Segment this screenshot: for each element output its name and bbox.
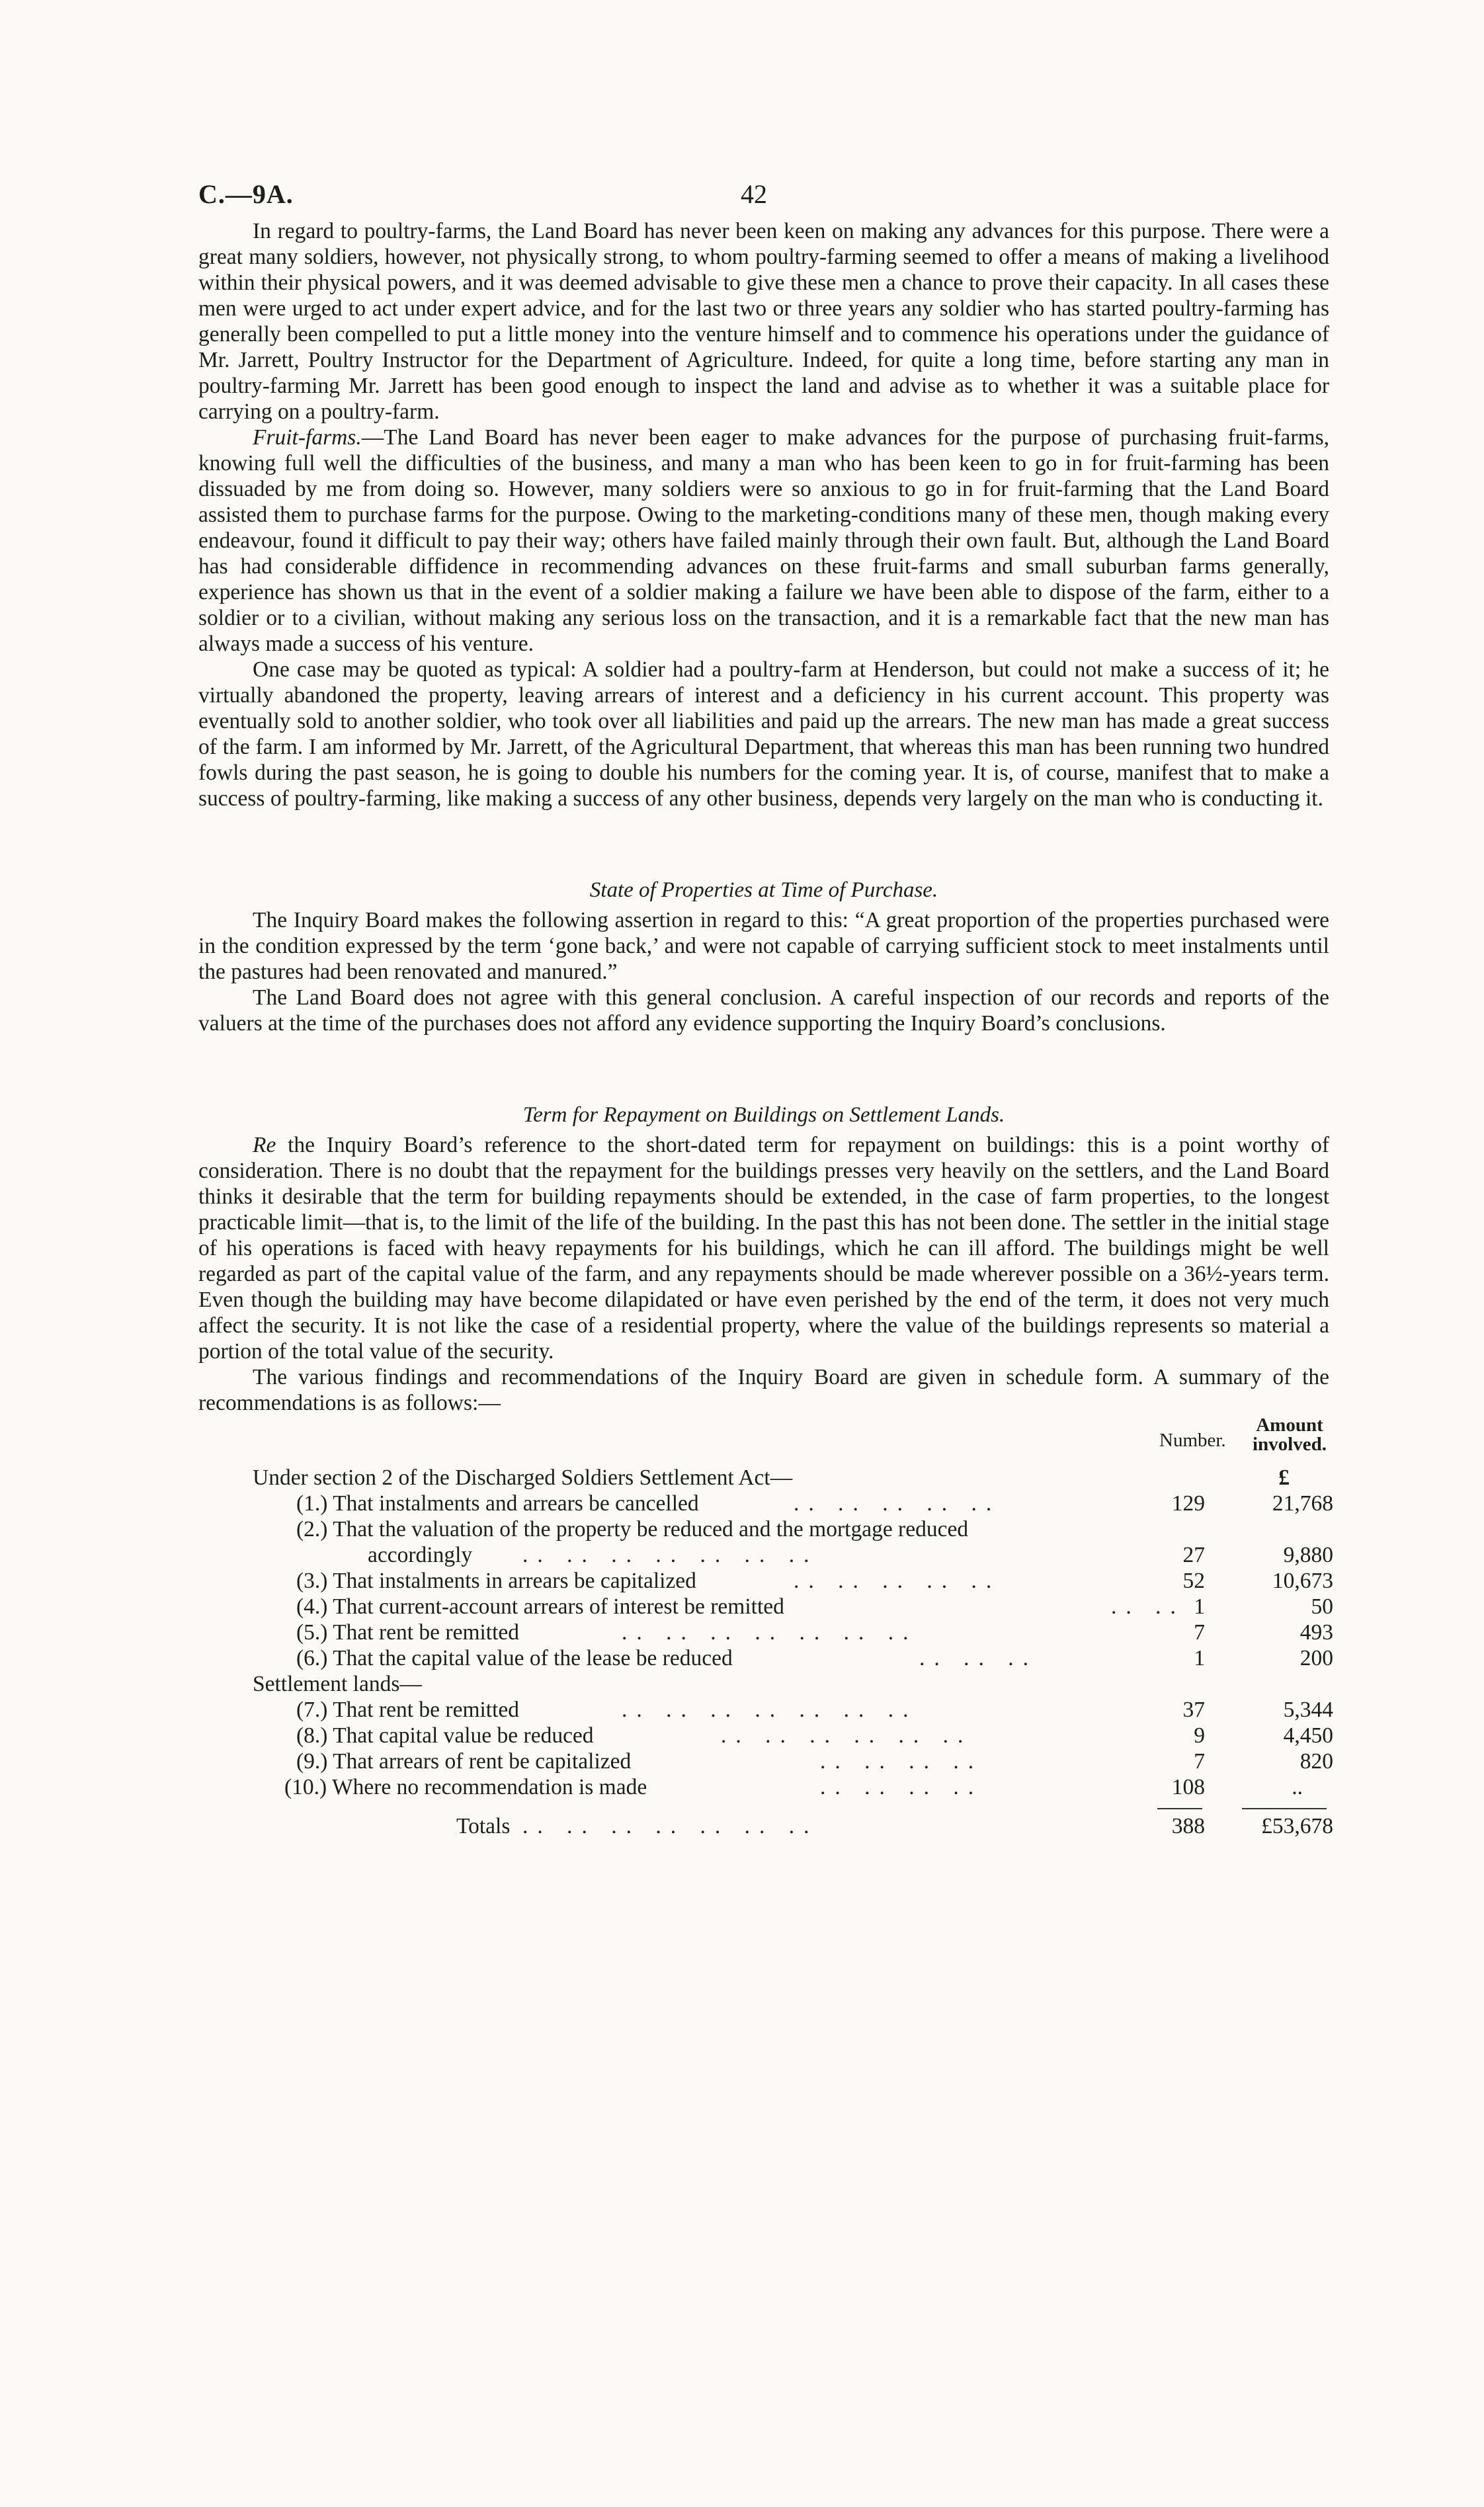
leader-dots: .. .. [1111,1594,1185,1619]
paragraph-fruit-farms [198,425,1329,657]
total-amount: £53,678 [1261,1814,1333,1838]
row-number: 9 [1194,1723,1205,1748]
row-amount: 493 [1299,1620,1333,1645]
section-header-row [198,1465,1329,1491]
leader-dots: .. .. .. .. .. .. .. [622,1698,918,1722]
paragraph-typical-case: One case may be quoted as typical: A soldier had a poultry-farm at Henderson, but could not make a success of it; he virtually abandoned the property, leaving arrears of interest and a deficiency in his current account. This property was eventually sold to another soldier, who took over all liabilities and paid up the arrears. The new man has made a great success of the farm. I am informed by Mr. Jarrett, of the Agricultural Department, that whereas this man has been running two hundred fowls during the past season, he is going to double his numbers for the coming year. It is, of course, manifest that to make a success of poultry-farming, like making a success of any other business, depends very largely on the man who is conducting it. [198,657,1329,811]
leader-dots: .. .. .. .. .. .. .. [522,1543,819,1567]
table-row [198,1568,1333,1594]
leader-dots: .. .. .. .. .. [794,1491,1001,1516]
row-amount: 4,450 [1283,1723,1333,1748]
row-number: 37 [1182,1698,1205,1722]
leader-dots: .. .. .. [919,1646,1038,1670]
row-number: 1 [1194,1646,1205,1670]
section-header-label: Under section 2 of the Discharged Soldiers Settlement Act— [253,1465,793,1490]
totals-label: Totals [456,1814,511,1838]
row-amount: 21,768 [1272,1491,1333,1516]
table-row [198,1491,1333,1516]
leader-dots: .. .. .. .. .. .. .. [622,1620,918,1645]
row-label: (9.) That arrears of rent be capitalized [296,1749,632,1774]
table-row [198,1723,1333,1748]
document-page [198,179,1333,1839]
table-row-continuation [198,1542,1333,1568]
table-row [198,1774,1329,1800]
row-amount: 5,344 [1283,1698,1333,1722]
row-label: (10.) Where no recommendation is made [284,1775,647,1799]
heading-state-of-properties: State of Properties at Time of Purchase. [589,878,938,902]
paragraph-poultry-farms: In regard to poultry-farms, the Land Board has never been keen on making any advances for this purpose. There were a great many soldiers, however, not physically strong, to whom poultry-farming seemed to offer a means of making a livelihood within their physical powers, and it was deemed advisable to give these men a chance to prove their capacity. In all cases these men were urged to act under expert advice, and for the last two or three years any soldier who has started poultry-farming has generally been compelled to put a little money into the venture himself and to commence his operations under the guidance of Mr. Jarrett, Poultry Instructor for the Department of Agriculture. Indeed, for quite a long time, before starting any man in poultry-farming Mr. Jarrett has been good enough to inspect the land and advise as to whether it was a suitable place for carrying on a poultry-farm. [198,219,1329,424]
term-lead: Re [253,1133,276,1157]
total-number: 388 [1171,1814,1205,1838]
table-row [198,1645,1333,1671]
row-amount: 10,673 [1272,1569,1333,1593]
settlement-header-label: Settlement lands— [253,1672,422,1696]
table-row [198,1516,1329,1542]
column-header-amount: Amount involved. [1253,1415,1327,1455]
table-row [198,1594,1333,1620]
recommendations-summary-table [198,1415,1333,1839]
heading-term-for-repayment: Term for Repayment on Buildings on Settlement Lands. [522,1103,1005,1127]
row-label: (1.) That instalments and arrears be cancelled [296,1491,699,1516]
leader-dots: .. .. .. .. .. .. .. [522,1814,819,1838]
paragraph-land-board-response: The Land Board does not agree with this general conclusion. A careful inspection of our records and reports of the valuers at the time of the purchases does not afford any evidence supporting the Inquiry Board’s conclusions. [198,985,1329,1036]
page-header [198,179,1329,218]
pound-sign: £ [1278,1465,1290,1490]
totals-rule-row [198,1800,1329,1813]
row-number: 1 [1194,1594,1205,1619]
row-amount: 9,880 [1283,1543,1333,1567]
table-column-headers [198,1416,1329,1465]
row-amount: .. [1292,1775,1303,1799]
column-header-number: Number. [1159,1430,1226,1451]
row-amount: 200 [1299,1646,1333,1670]
settlement-header-row [198,1671,1329,1697]
totals-rule-amount [1242,1808,1327,1809]
totals-row [198,1813,1333,1839]
leader-dots: .. .. .. .. .. [794,1569,1001,1593]
row-label: (7.) That rent be remitted [296,1698,520,1722]
row-amount: 820 [1299,1749,1333,1774]
row-label: (2.) That the valuation of the property be reduced and the mortgage reduced [296,1517,969,1541]
row-label-continuation: accordingly [368,1543,473,1567]
row-label: (3.) That instalments in arrears be capitalized [296,1569,696,1593]
row-number: 7 [1194,1749,1205,1774]
term-text: the Inquiry Board’s reference to the short-dated term for repayment on buildings: this is a point worthy of consideration. There is no doubt that the repayment for the buildings presses very heavily on the settlers, and the Land Board thinks it desirable that the term for building repayments should be extended, in the case of farm properties, to the longest practicable limit—that is, to the limit of the life of the building. In the past this has not been done. The settler in the initial stage of his operations is faced with heavy repayments for his buildings, which he can ill afford. The buildings might be well regarded as part of the capital value of the farm, and any repayments should be made wherever possible on a 36½-years term. Even though the building may have become dilapidated or have even perished by the end of the term, it does not very much affect the security. It is not like the case of a residential property, where the value of the buildings represents so material a portion of the total value of the security. [198,1133,1329,1364]
document-reference: C.—9A. [198,179,294,209]
row-label: (6.) That the capital value of the lease be reduced [296,1646,733,1670]
row-number: 108 [1171,1775,1205,1799]
page-number: 42 [741,179,767,209]
fruit-farms-lead: Fruit-farms. [253,425,362,450]
row-number: 52 [1182,1569,1205,1593]
totals-rule-number [1157,1808,1202,1809]
fruit-farms-text: —The Land Board has never been eager to make advances for the purpose of purchasing fruit-farms, knowing full well the difficulties of the business, and many a man who has been keen to go in for fruit-farming has been dissuaded by me from doing so. However, many soldiers were so anxious to go in for fruit-farming that the Land Board assisted them to purchase farms for the purpose. Owing to the marketing-conditions many of these men, though making every endeavour, found it difficult to pay their way; others have failed mainly through their own fault. But, although the Land Board has had considerable diffidence in recommending advances on these fruit-farms and small suburban farms generally, experience has shown us that in the event of a soldier making a failure we have been able to dispose of the farm, either to a soldier or to a civilian, without making any serious loss on the transaction, and it is a remarkable fact that the new man has always made a success of his venture. [198,425,1329,656]
row-amount: 50 [1311,1594,1333,1619]
row-number: 27 [1182,1543,1205,1567]
row-label: (8.) That capital value be reduced [296,1723,594,1748]
row-number: 129 [1171,1491,1205,1516]
row-label: (4.) That current-account arrears of interest be remitted [296,1594,784,1619]
paragraph-findings: The various findings and recommendations of the Inquiry Board are given in schedule form. A summary of the recommendations is as follows:— [198,1365,1329,1415]
leader-dots: .. .. .. .. [820,1775,983,1799]
table-row [198,1748,1333,1774]
paragraph-inquiry-assertion: The Inquiry Board makes the following assertion in regard to this: “A great proportion of the properties purchased were in the condition expressed by the term ‘gone back,’ and were not capable of carrying sufficient stock to meet instalments until the pastures had been renovated and manured.” [198,908,1329,984]
row-label: (5.) That rent be remitted [296,1620,520,1645]
table-row [198,1620,1333,1645]
table-row [198,1697,1333,1723]
leader-dots: .. .. .. .. .. .. [721,1723,973,1748]
row-number: 7 [1194,1620,1205,1645]
leader-dots: .. .. .. .. [820,1749,983,1774]
paragraph-term-repayment [198,1132,1329,1364]
